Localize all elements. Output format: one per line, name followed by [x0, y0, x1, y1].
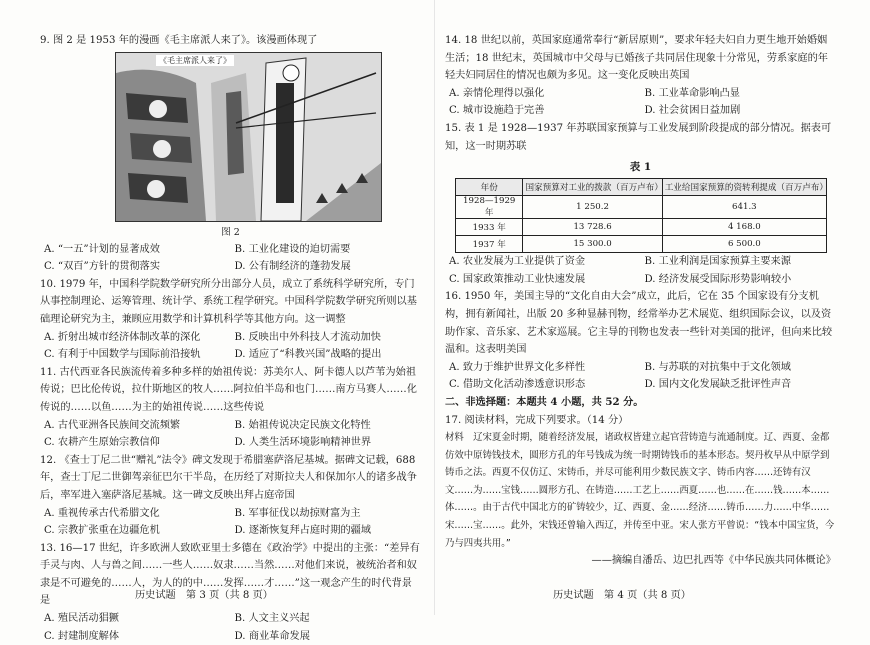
option-a: A. “一五”计划的显著成效 [44, 243, 160, 255]
option-a: A. 农业发展为工业提供了资金 [449, 256, 586, 268]
option-c: C. 借助文化活动渗透意识形态 [449, 379, 586, 391]
table-header-cell: 国家预算对工业的拨款（百万卢布） [523, 179, 662, 196]
option-b: B. 工业利润是国家预算主要来源 [644, 256, 791, 268]
table-cell: 1933 年 [456, 219, 523, 236]
table-cell: 1928—1929 年 [456, 196, 523, 219]
table-header-cell: 工业给国家预算的资转利提成（百万卢布） [662, 179, 826, 196]
option-a: A. 重视传承古代希腊文化 [44, 507, 160, 519]
question-12-stem: 12. 《查士丁尼二世“赠礼”法令》碑文发现于希腊塞萨洛尼基城。据碑文记载，688 年，查士丁尼二世御驾亲征巴尔干半岛，在历经了对斯拉夫人和保加尔人的诸多战争后，率军进入塞萨洛尼基城。这一碑文反映出拜占庭帝国 [40, 454, 417, 501]
option-d: D. 公有制经济的蓬勃发展 [234, 261, 351, 273]
table-cell: 641.3 [662, 196, 826, 219]
option-d: D. 逐渐恢复拜占庭时期的疆域 [234, 525, 372, 537]
question-10-options [40, 329, 421, 364]
option-b: B. 始祖传说决定民族文化特性 [234, 419, 371, 431]
option-c: C. 封建制度解体 [44, 630, 120, 642]
option-b: B. 军事征伐以劫掠财富为主 [234, 507, 361, 519]
figure-2-cartoon [115, 52, 382, 222]
table-row [456, 219, 827, 236]
question-11-stem: 11. 古代西亚各民族流传着多种多样的始祖传说：苏美尔人、阿卡德人以芦苇为始祖传说；巴比伦传说，拉什斯地区的牧人……阿拉伯半岛和也门……南方马赛人……化传说的……以鱼……为主的始祖传说……这些传说 [40, 366, 417, 413]
table-cell: 1 250.2 [523, 196, 662, 219]
figure-label: 图 2 [221, 226, 240, 238]
question-14-options [445, 85, 836, 120]
question-15-stem: 15. 表 1 是 1928—1937 年苏联国家预算与工业发展到阶段提成的部分情况。据表可知，这一时期苏联 [445, 122, 832, 152]
question-9-stem: 9. 图 2 是 1953 年的漫画《毛主席派人来了》。该漫画体现了 [40, 35, 318, 46]
option-d: D. 人类生活环境影响精神世界 [234, 437, 372, 449]
option-d: D. 适应了“科教兴国”战略的提出 [234, 349, 382, 361]
option-d: D. 商业革命发展 [234, 630, 310, 642]
table-header-row [456, 179, 827, 196]
cartoon-title: 《毛主席派人来了》 [156, 55, 234, 66]
table-title: 表 1 [629, 161, 652, 174]
question-14-stem: 14. 18 世纪以前，英国家庭通常奉行“新居原则”，要求年轻夫妇自力更生地开始婚姻生活；18 世纪末，英国城市中父母与已婚孩子共同居住现象十分常见，劳系家庭的年轻夫妇同居住的情况也颇为多见。这一变化反映出英国 [445, 35, 828, 82]
cartoon-drawing [116, 53, 381, 221]
option-b: B. 工业革命影响凸显 [644, 87, 740, 99]
question-9-options [40, 241, 421, 276]
option-c: C. “双百”方针的贯彻落实 [44, 261, 161, 273]
question-10-stem: 10. 1979 年，中国科学院数学研究所分出部分人员，成立了系统科学研究所，专门从事控制理论、运筹管理、统计学、系统工程学研究。中国科学院数学研究所则以基础理论研究为主，兼顾应用数学和计算机科学等其他方向。这一调整 [40, 278, 417, 325]
question-13-options [40, 610, 421, 645]
option-b: B. 工业化建设的迫切需要 [234, 243, 351, 255]
right-page [435, 0, 870, 615]
question-13-stem: 13. 16—17 世纪，许多欧洲人致欧亚里士多德在《政治学》中提出的主张：“差异有手灵与肉、人与兽之间……一些人……奴隶……当然……对他们来说，被统治者和奴隶是不可避免的……人，为人的的中……发挥……才……”这一观念产生的时代背景是 [40, 542, 420, 607]
section-heading: 二、非选择题：本题共 4 小题，共 52 分。 [445, 395, 644, 408]
option-d: D. 经济发展受国际形势影响较小 [644, 273, 792, 285]
option-a: A. 殖民活动猖獗 [44, 613, 119, 625]
option-c: C. 城市设施趋于完善 [449, 105, 545, 117]
option-b: B. 与苏联的对抗集中于文化领域 [644, 361, 791, 373]
option-c: C. 农耕产生原始宗教信仰 [44, 437, 160, 449]
option-c: C. 有利于中国数学与国际前沿接轨 [44, 349, 201, 361]
table-cell: 13 728.6 [523, 219, 662, 236]
option-b: B. 反映出中外科技人才流动加快 [234, 331, 381, 343]
option-d: D. 国内文化发展缺乏批评性声音 [644, 379, 792, 391]
question-16-stem: 16. 1950 年，美国主导的“文化自由大会”成立，此后，它在 35 个国家设有分支机构，拥有新闻社，出版 20 多种显赫刊物，经常举办艺术展览、组织国际会议，以及资助作家、音乐家、艺术家巡展。它主导的刊物也发表一些针对美国的批评，但向来比较温和。这表明美国 [445, 291, 833, 356]
option-c: C. 国家政策推动工业快速发展 [449, 273, 586, 285]
option-d: D. 社会贫困日益加剧 [644, 105, 741, 117]
option-a: A. 致力于维护世界文化多样性 [449, 361, 586, 373]
table-row [456, 236, 827, 253]
data-table [455, 178, 827, 253]
question-17-stem: 17. 阅读材料，完成下列要求。（14 分） [445, 414, 629, 426]
page-footer: 历史试题 第 3 页（共 8 页） [135, 590, 273, 601]
question-11-options [40, 417, 421, 452]
option-a: A. 古代亚洲各民族间交流频繁 [44, 419, 181, 431]
option-c: C. 宗教扩张重在边疆危机 [44, 525, 160, 537]
question-17-material: 材料 辽宋夏金时期，随着经济发展，诸政权皆建立起官营铸造与流通制度。辽、西夏、金都仿效中原铸钱技术，圆形方孔的年号钱成为统一时期铸钱币的基本形态。契丹枚早从中原学到铸币之法。西夏不仅仿辽、宋铸币，并尽可能利用少数民族文字、铸币内容……还铸有汉文……为……宝钱……圆形方孔、在铸造……工艺上……西夏……也……在……钱……本……体……。由于古代中国北方的矿铸较少，辽、西夏、金……经济……铸币……力……中华……宋……宝……。此外，宋钱还曾输入西辽，并传至中亚。宋人张方平曾说：“钱本中国宝货，今乃与四夷共用。” [445, 432, 835, 549]
table-cell: 6 500.0 [662, 236, 826, 253]
table-cell: 15 300.0 [523, 236, 662, 253]
table-row [456, 196, 827, 219]
option-a: A. 亲情伦理得以强化 [449, 87, 545, 99]
option-b: B. 人文主义兴起 [234, 613, 310, 625]
question-15-options [445, 253, 836, 288]
left-page [0, 0, 435, 642]
option-a: A. 折射出城市经济体制改革的深化 [44, 331, 201, 343]
question-12-options [40, 505, 421, 540]
material-source: ——摘编自潘岳、边巴扎西等《中华民族共同体概论》 [591, 555, 836, 567]
page-footer: 历史试题 第 4 页（共 8 页） [553, 590, 691, 601]
question-16-options [445, 359, 836, 394]
table-header-cell: 年份 [456, 179, 523, 196]
table-cell: 1937 年 [456, 236, 523, 253]
table-cell: 4 168.0 [662, 219, 826, 236]
